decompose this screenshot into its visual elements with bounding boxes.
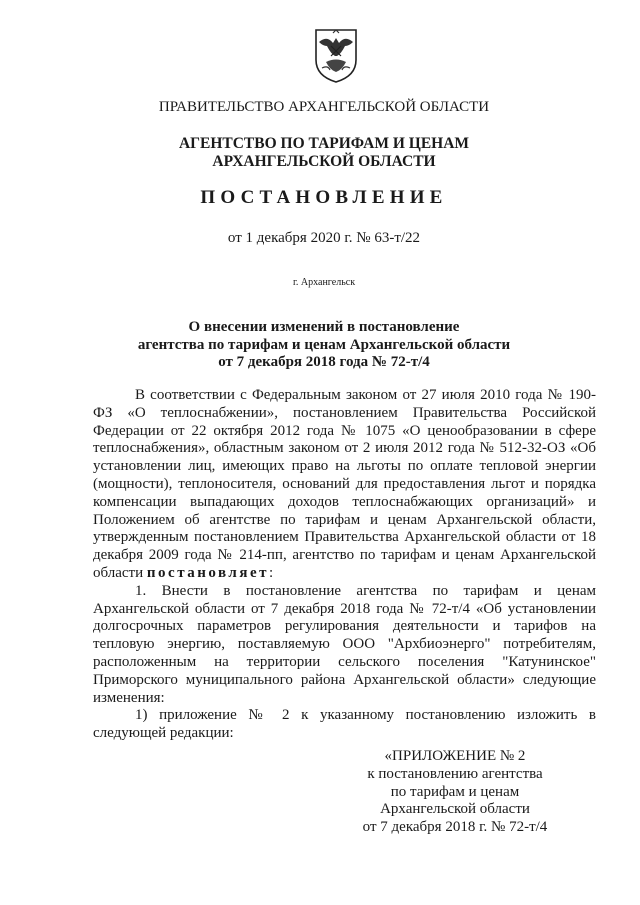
document-city: г. Архангельск (292, 277, 356, 288)
coat-of-arms-icon (311, 26, 361, 84)
document-type-title: ПОСТАНОВЛЕНИЕ (200, 187, 448, 208)
appendix-reference (340, 748, 570, 837)
subitem-1-paragraph: 1) приложение № 2 к указанному постановлению изложить в следующей редакции: (93, 707, 596, 742)
document-body (93, 387, 596, 743)
appendix-line5: от 7 декабря 2018 г. № 72-т/4 (362, 819, 548, 836)
preamble-text: В соответствии с Федеральным законом от 27 июля 2010 года № 190-ФЗ «О теплоснабжении», постановлением Правительства Российской Федерации от 22 октября 2012 года № 1075 «О ценообразовании в сфере теплоснабжения», областным законом от 2 июля 2012 года № 512-32-ОЗ «Об установлении лиц, имеющих право на льготы по оплате тепловой энергии (мощности), теплоносителя, оснований для предоставления льгот и порядка компенсации выпадающих доходов теплоснабжающих организаций» и Положением об агентстве по тарифам и ценам Архангельской области, утвержденным постановлением Правительства Архангельской области от 18 декабря 2009 года № 214-пп, агентство по тарифам и ценам Архангельской области (93, 387, 596, 581)
appendix-line4: Архангельской области (380, 801, 530, 818)
government-heading: ПРАВИТЕЛЬСТВО АРХАНГЕЛЬСКОЙ ОБЛАСТИ (158, 99, 490, 115)
agency-heading-line1: АГЕНТСТВО ПО ТАРИФАМ И ЦЕНАМ (178, 135, 470, 152)
subject-line3: от 7 декабря 2018 года № 72-т/4 (218, 354, 430, 370)
item-1-paragraph: 1. Внести в постановление агентства по тарифам и ценам Архангельской области от 7 декабря 2018 года № 72-т/4 «Об установлении долгосрочных параметров регулирования деятельности и тарифов на тепловую энергию, поставляемую ООО "Архбиоэнерго" потребителям, расположенным на территории сельского поселения "Катунинское" Приморского муниципального района Архангельской области» следующие изменения: (93, 582, 596, 706)
preamble-paragraph: В соответствии с Федеральным законом от 27 июля 2010 года № 190-ФЗ «О теплоснабжении», постановлением Правительства Российской Федерации от 22 октября 2012 года № 1075 «О ценообразовании в сфере теплоснабжения», областным законом от 2 июля 2012 года № 512-32-ОЗ «Об установлении лиц, имеющих право на льготы по оплате тепловой энергии (мощности), теплоносителя, оснований для предоставления льгот и порядка компенсации выпадающих доходов теплоснабжающих организаций» и Положением об агентстве по тарифам и ценам Архангельской области, утвержденным постановлением Правительства Архангельской области от 18 декабря 2009 года № 214-пп, агентство по тарифам и ценам Архангельской области постановляет: (93, 387, 596, 581)
document-subject (4, 319, 640, 372)
subject-line2: агентства по тарифам и ценам Архангельской области (137, 336, 511, 353)
agency-heading-line2: АРХАНГЕЛЬСКОЙ ОБЛАСТИ (212, 153, 436, 170)
decree-word: постановляет (146, 564, 269, 581)
subject-line1: О внесении изменений в постановление (188, 319, 460, 335)
appendix-line3: по тарифам и ценам (390, 783, 520, 800)
agency-heading (4, 135, 640, 171)
document-date-number: от 1 декабря 2020 г. № 63-т/22 (227, 230, 421, 246)
appendix-line2: к постановлению агентства (367, 765, 543, 782)
appendix-line1: «ПРИЛОЖЕНИЕ № 2 (384, 748, 526, 764)
